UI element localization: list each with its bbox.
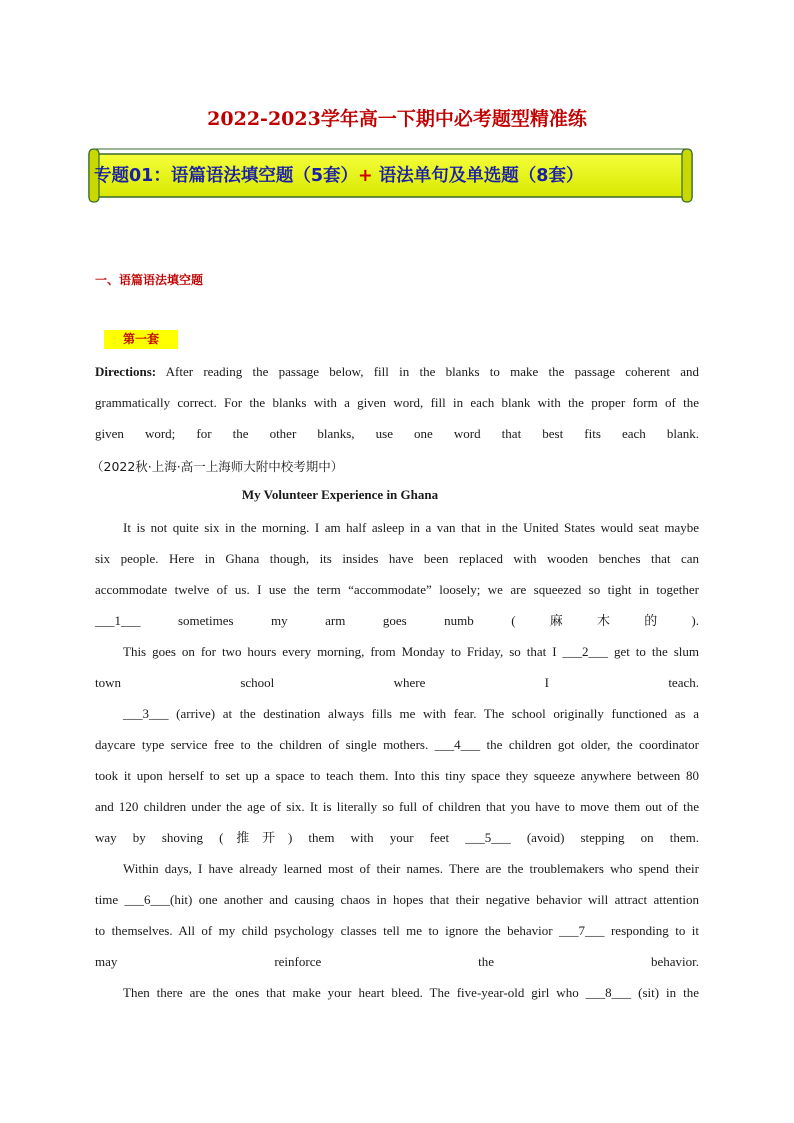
directions-line: grammatically correct. For the blanks with a given word, fill in each blank with the proper form of the: [95, 395, 699, 410]
passage-line: Within days, I have already learned most of their names. There are the troublemakers who spend their: [123, 861, 699, 876]
directions-line: given word; for the other blanks, use one word that best fits each blank.: [95, 426, 699, 441]
passage-line: town school where I teach.: [95, 675, 699, 690]
set-label: 第一套: [104, 330, 178, 349]
passage-line: This goes on for two hours every morning, from Monday to Friday, so that I ___2___ get to the slum: [123, 644, 699, 659]
section-heading: 一、语篇语法填空题: [95, 273, 204, 287]
passage-line: daycare type service free to the children of single mothers. ___4___ the children got older, the coordinator: [95, 737, 699, 752]
passage-line: Then there are the ones that make your heart bleed. The five-year-old girl who ___8___ (sit) in the: [123, 985, 699, 1000]
passage-line: and 120 children under the age of six. It is literally so full of children that you have to move them out of the: [95, 799, 699, 814]
passage-line: six people. Here in Ghana though, its insides have been replaced with wooden benches that can: [95, 551, 699, 566]
passage-line: ___1___ sometimes my arm goes numb (麻木的).: [95, 613, 699, 628]
passage-line: time ___6___(hit) one another and causing chaos in hopes that their negative behavior will attract attention: [95, 892, 699, 907]
directions-label: Directions:: [95, 364, 157, 379]
source-note: （2022秋·上海·高一上海师大附中校考期中）: [91, 459, 344, 474]
passage-line: may reinforce the behavior.: [95, 954, 699, 969]
directions-line: Directions: After reading the passage below, fill in the blanks to make the passage coherent and: [95, 364, 699, 379]
banner-title-part1: 专题01：语篇语法填空题（5套）: [94, 166, 359, 186]
banner-title: [94, 162, 694, 187]
passage-title: My Volunteer Experience in Ghana: [241, 487, 439, 502]
topic-banner: [86, 147, 698, 203]
passage-body: [95, 512, 699, 1008]
document-title: 2022-2023学年高一下期中必考题型精准练: [207, 108, 587, 130]
passage-line: way by shoving (推开) them with your feet ___5___ (avoid) stepping on them.: [95, 830, 699, 845]
passage-line: accommodate twelve of us. I use the term “accommodate” loosely; we are squeezed so tight in together: [95, 582, 699, 597]
passage-line: ___3___ (arrive) at the destination always fills me with fear. The school originally functioned as a: [123, 706, 699, 721]
passage-line: It is not quite six in the morning. I am half asleep in a van that in the United States would seat maybe: [123, 520, 699, 535]
banner-title-part2: 语法单句及单选题（8套）: [372, 166, 584, 186]
passage-line: to themselves. All of my child psychology classes tell me to ignore the behavior ___7___ responding to it: [95, 923, 699, 938]
directions-paragraph: [95, 356, 699, 449]
banner-plus: +: [358, 166, 373, 186]
passage-line: took it upon herself to set up a space to teach them. Into this tiny space they squeeze anywhere between 80: [95, 768, 699, 783]
